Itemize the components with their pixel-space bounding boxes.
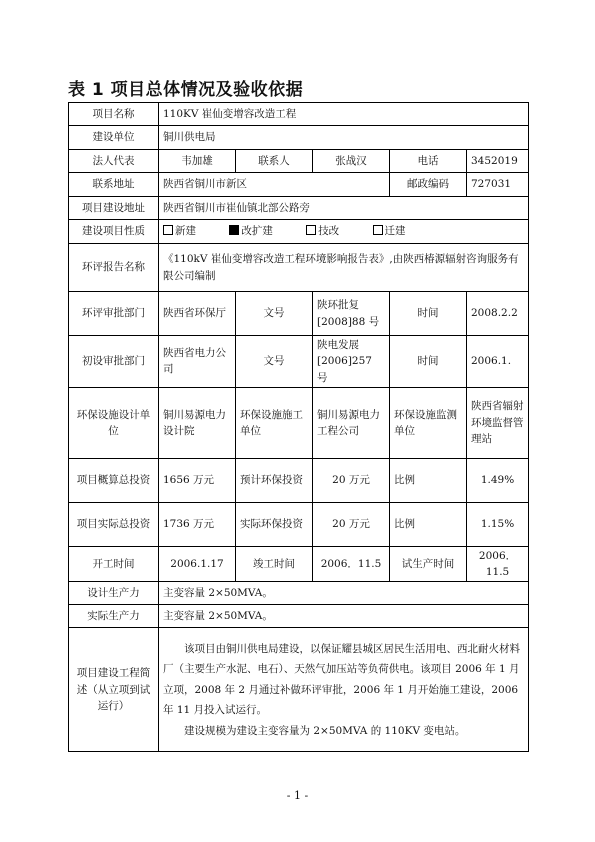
nature-options	[159, 220, 529, 244]
row-eia-report	[69, 244, 529, 292]
eia-approval-label: 环评审批部门	[69, 292, 159, 336]
postcode-label: 邮政编码	[390, 173, 467, 197]
page-title: 表 1 项目总体情况及验收依据	[68, 80, 304, 100]
actual-capacity-label: 实际生产力	[69, 605, 159, 628]
page-number: - 1 -	[286, 789, 309, 802]
finish-time-label: 竣工时间	[236, 546, 313, 582]
design-capacity-label: 设计生产力	[69, 582, 159, 605]
estimated-env-label: 预计环保投资	[236, 458, 313, 502]
row-design-approval	[69, 336, 529, 388]
option-relocation-label: 迁建	[384, 225, 406, 238]
row-eia-approval	[69, 292, 529, 336]
estimated-investment-label: 项目概算总投资	[69, 458, 159, 502]
design-capacity-value: 主变容量 2×50MVA。	[159, 582, 529, 605]
eia-doc-label: 文号	[236, 292, 313, 336]
actual-ratio-label: 比例	[390, 502, 467, 546]
estimated-ratio-label: 比例	[390, 458, 467, 502]
nature-label: 建设项目性质	[69, 220, 159, 244]
option-new[interactable]	[163, 223, 196, 239]
project-info-table	[68, 102, 529, 752]
env-build-label: 环保设施施工单位	[236, 387, 313, 458]
start-time-label: 开工时间	[69, 546, 159, 582]
checkbox-icon	[306, 225, 316, 235]
construction-unit-value: 铜川供电局	[159, 126, 529, 150]
env-design-value: 铜川易源电力设计院	[159, 387, 236, 458]
contact-label: 联系人	[236, 150, 313, 173]
option-relocation[interactable]	[373, 223, 406, 239]
actual-ratio-value: 1.15%	[467, 502, 529, 546]
eia-doc-value: 陕环批复[2008]88 号	[313, 292, 390, 336]
estimated-investment-value: 1656 万元	[159, 458, 236, 502]
design-doc-label: 文号	[236, 336, 313, 388]
row-actual-investment	[69, 502, 529, 546]
eia-report-value: 《110kV 崔仙变增容改造工程环境影响报告表》,由陕西椿源辐射咨询服务有限公司编制	[159, 244, 529, 292]
site-value: 陕西省铜川市崔仙镇北部公路旁	[159, 197, 529, 220]
trial-time-label: 试生产时间	[390, 546, 467, 582]
row-site	[69, 197, 529, 220]
actual-env-label: 实际环保投资	[236, 502, 313, 546]
env-monitor-value: 陕西省辐射环境监督管理站	[467, 387, 529, 458]
checked-checkbox-icon	[229, 225, 239, 235]
option-expansion[interactable]	[229, 223, 273, 239]
project-name-label: 项目名称	[69, 103, 159, 126]
row-schedule	[69, 546, 529, 582]
eia-time-label: 时间	[390, 292, 467, 336]
trial-time-value: 2006．11.5	[467, 546, 529, 582]
design-approval-dept: 陕西省电力公司	[159, 336, 236, 388]
env-build-value: 铜川易源电力工程公司	[313, 387, 390, 458]
design-time-label: 时间	[390, 336, 467, 388]
option-renovation-label: 技改	[318, 225, 340, 238]
finish-time-value: 2006．11.5	[313, 546, 390, 582]
postcode-value: 727031	[467, 173, 529, 197]
actual-capacity-value: 主变容量 2×50MVA。	[159, 605, 529, 628]
option-new-label: 新建	[175, 225, 196, 238]
design-approval-label: 初设审批部门	[69, 336, 159, 388]
phone-label: 电话	[390, 150, 467, 173]
history-description	[159, 628, 529, 752]
estimated-ratio-value: 1.49%	[467, 458, 529, 502]
site-label: 项目建设地址	[69, 197, 159, 220]
address-value: 陕西省铜川市新区	[159, 173, 390, 197]
design-doc-value: 陕电发展[2006]257 号	[313, 336, 390, 388]
history-paragraph-2: 建设规模为建设主变容量为 2×50MVA 的 110KV 变电站。	[184, 724, 466, 737]
actual-investment-label: 项目实际总投资	[69, 502, 159, 546]
row-estimated-investment	[69, 458, 529, 502]
project-name-value: 110KV 崔仙变增容改造工程	[159, 103, 529, 126]
eia-report-label: 环评报告名称	[69, 244, 159, 292]
estimated-env-value: 20 万元	[313, 458, 390, 502]
history-label: 项目建设工程简述（从立项到试运行）	[69, 628, 159, 752]
row-project-name	[69, 103, 529, 126]
construction-unit-label: 建设单位	[69, 126, 159, 150]
contact-value: 张战汉	[313, 150, 390, 173]
history-paragraph-1: 该项目由铜川供电局建设，以保证耀县城区居民生活用电、西北耐火材料厂（主要生产水泥、电石）、天然气加压站等负荷供电。该项目 2006 年 1 月立项，2008 年 2 月通过补做环评审批，2006 年 1 月开始施工建设，2006 年 11 月投入试运行。	[163, 642, 520, 717]
eia-approval-dept: 陕西省环保厅	[159, 292, 236, 336]
row-env-units	[69, 387, 529, 458]
row-construction-unit	[69, 126, 529, 150]
address-label: 联系地址	[69, 173, 159, 197]
env-design-label: 环保设施设计单位	[69, 387, 159, 458]
checkbox-icon	[373, 225, 383, 235]
legal-rep-value: 韦加雄	[159, 150, 236, 173]
row-actual-capacity	[69, 605, 529, 628]
row-nature	[69, 220, 529, 244]
actual-investment-value: 1736 万元	[159, 502, 236, 546]
checkbox-icon	[163, 225, 173, 235]
row-design-capacity	[69, 582, 529, 605]
phone-value: 3452019	[467, 150, 529, 173]
eia-time-value: 2008.2.2	[467, 292, 529, 336]
option-expansion-label: 改扩建	[241, 225, 273, 238]
env-monitor-label: 环保设施监测单位	[390, 387, 467, 458]
actual-env-value: 20 万元	[313, 502, 390, 546]
row-legal-rep	[69, 150, 529, 173]
row-address	[69, 173, 529, 197]
legal-rep-label: 法人代表	[69, 150, 159, 173]
design-time-value: 2006.1.	[467, 336, 529, 388]
row-history	[69, 628, 529, 752]
option-renovation[interactable]	[306, 223, 339, 239]
start-time-value: 2006.1.17	[159, 546, 236, 582]
